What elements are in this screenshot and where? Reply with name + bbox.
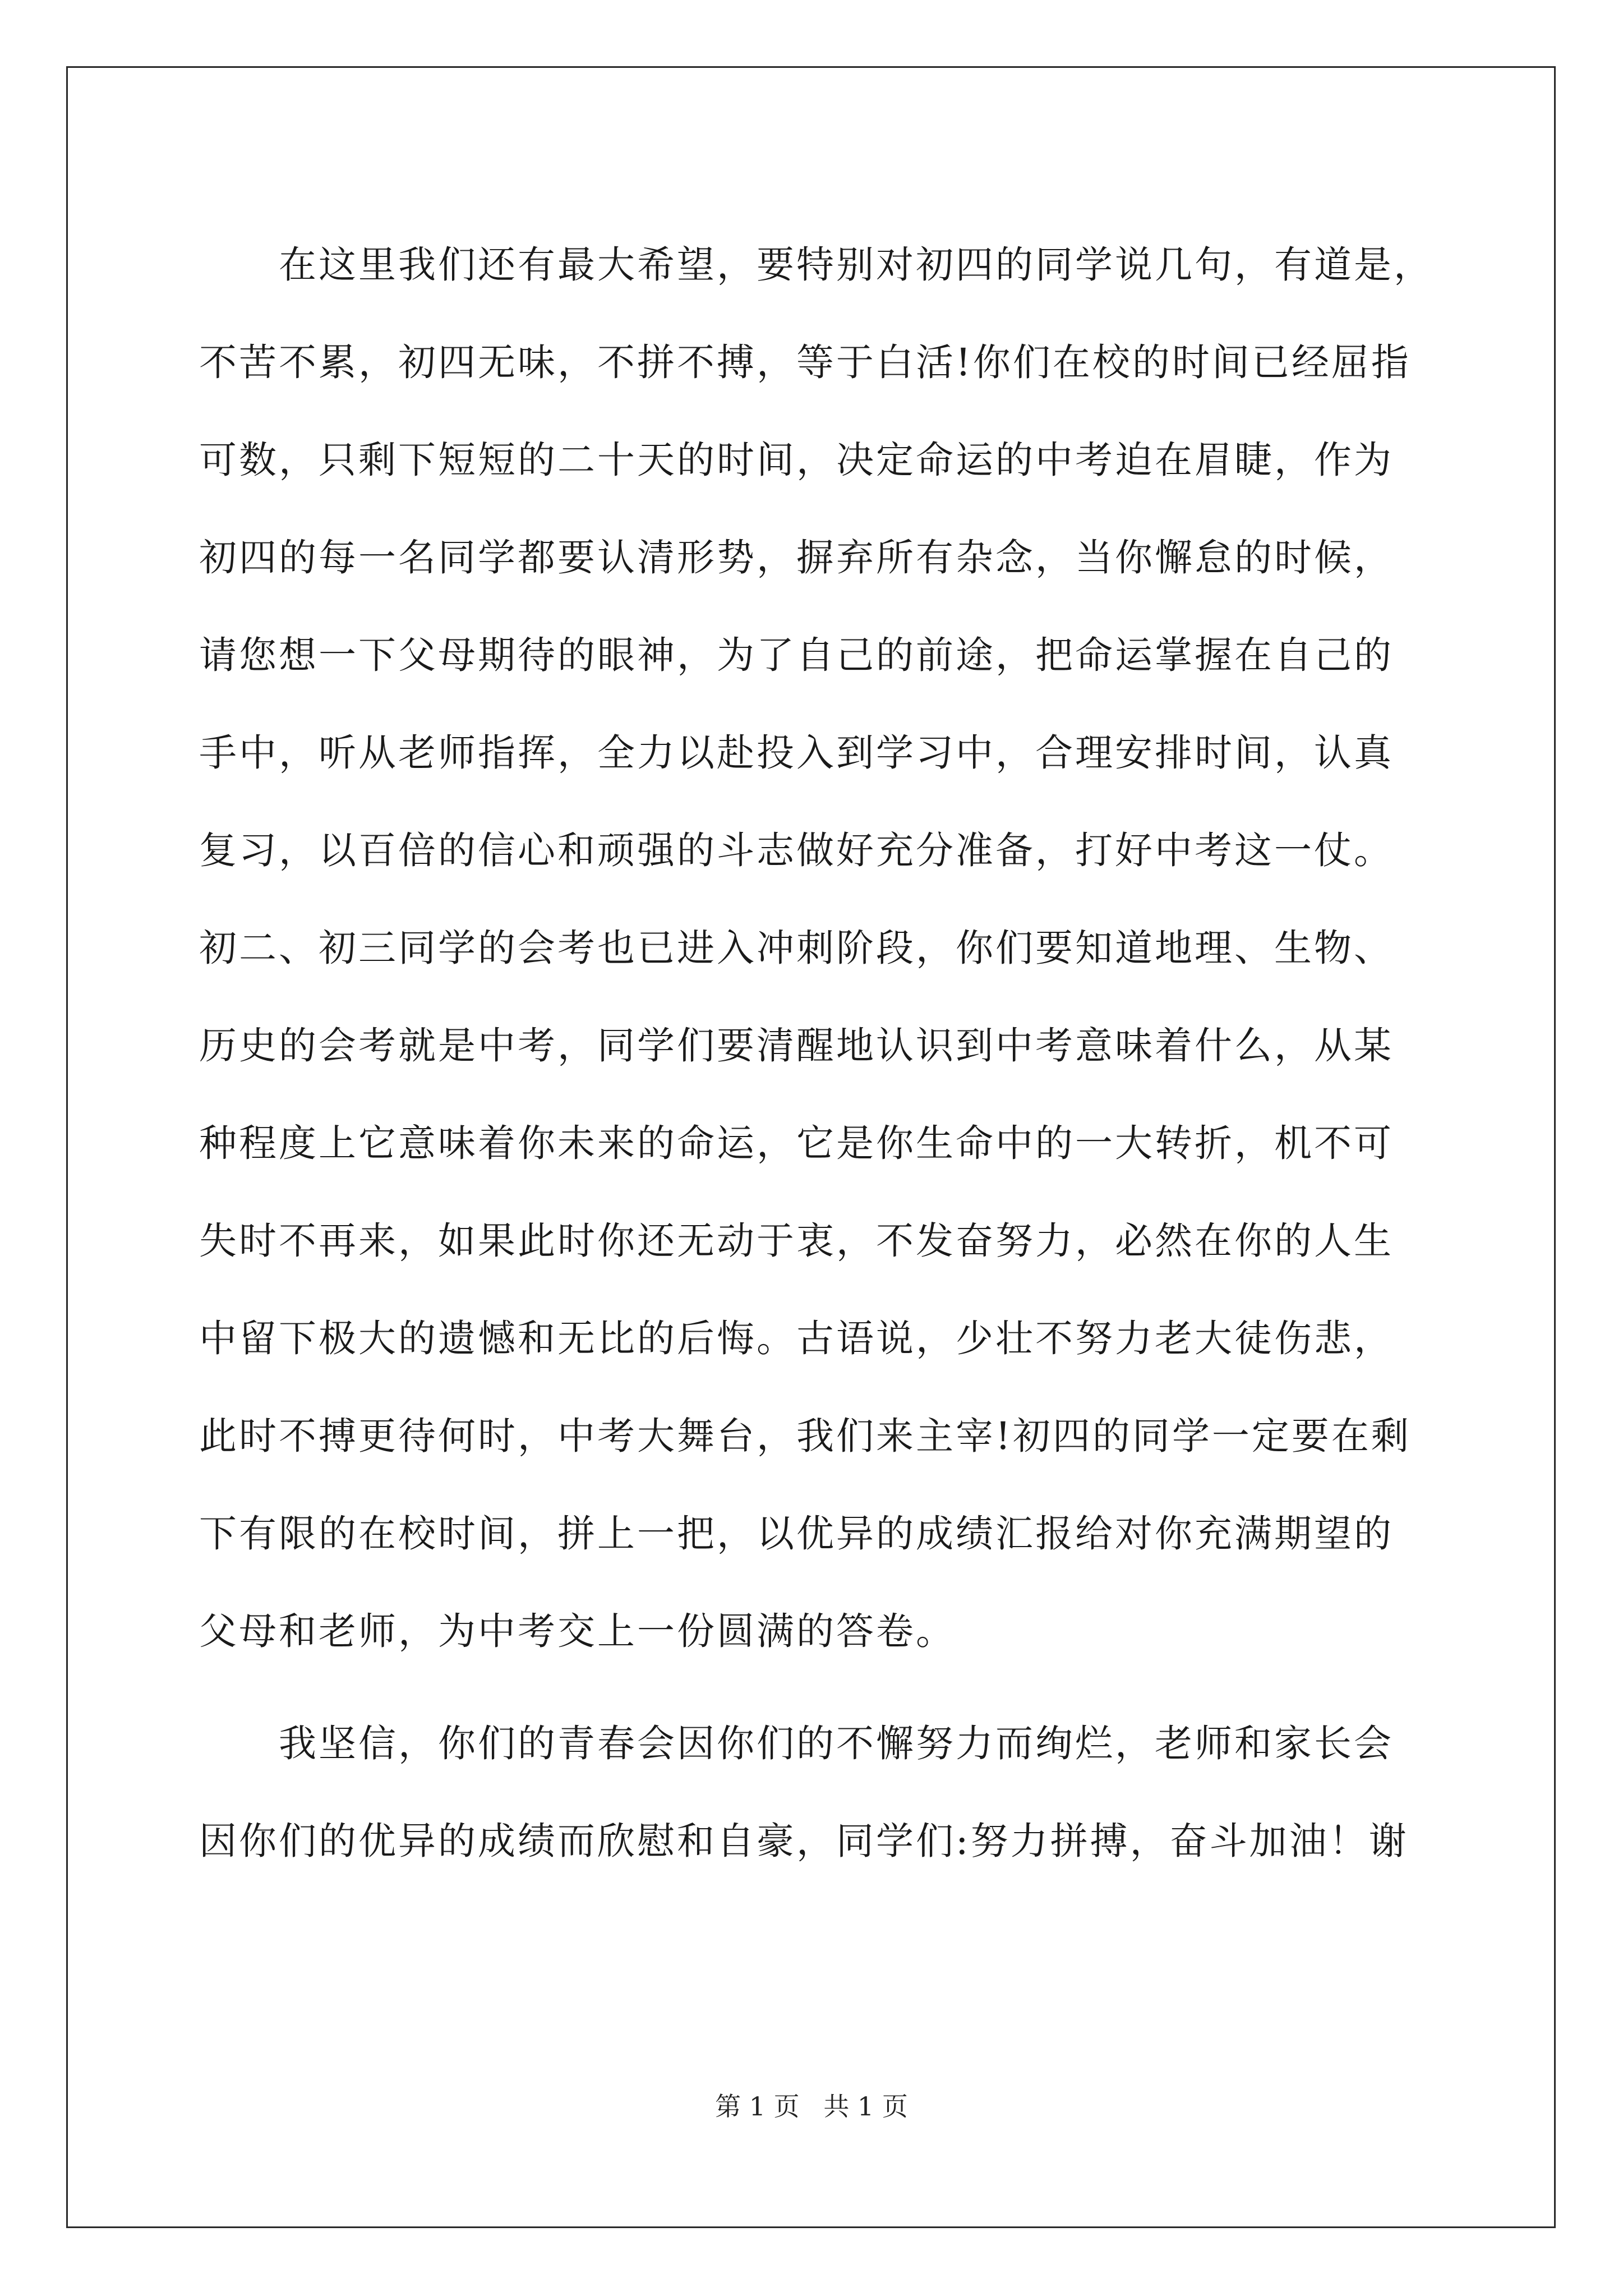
text-line: 初四的每一名同学都要认清形势，摒弃所有杂念，当你懈怠的时候， (199, 536, 1394, 579)
text-line: 复习，以百倍的信心和顽强的斗志做好充分准备，打好中考这一仗。 (199, 829, 1394, 872)
text-line: 历史的会考就是中考，同学们要清醒地认识到中考意味着什么，从某 (199, 1024, 1394, 1068)
paragraph-spacing (199, 1680, 1422, 1695)
text-line: 我坚信，你们的青春会因你们的不懈努力而绚烂，老师和家长会 (199, 1722, 1394, 1765)
text-line: 父母和老师，为中考交上一份圆满的答卷。 (199, 1609, 956, 1653)
page-footer (0, 2090, 1623, 2123)
text-line: 手中，听从老师指挥，全力以赴投入到学习中，合理安排时间，认真 (199, 731, 1394, 775)
text-line: 在这里我们还有最大希望，要特别对初四的同学说几句，有道是， (199, 243, 1433, 287)
text-line: 请您想一下父母期待的眼神，为了自己的前途，把命运掌握在自己的 (199, 633, 1394, 677)
text-line: 初二、初三同学的会考也已进入冲刺阶段，你们要知道地理、生物、 (199, 926, 1394, 970)
text-line: 此时不搏更待何时，中考大舞台，我们来主宰!初四的同学一定要在剩 (199, 1414, 1411, 1458)
text-line: 中留下极大的遗憾和无比的后悔。古语说，少壮不努力老大徒伤悲， (199, 1317, 1394, 1360)
paragraph (199, 1695, 1422, 1890)
page-number-total: 共 1 页 (823, 2091, 908, 2122)
text-line: 不苦不累，初四无味，不拼不搏，等于白活!你们在校的时间已经屈指 (199, 341, 1411, 384)
text-line: 可数，只剩下短短的二十天的时间，决定命运的中考迫在眉睫，作为 (199, 438, 1394, 482)
page-number-current: 第 1 页 (715, 2091, 800, 2122)
document-body (199, 216, 1433, 1890)
text-line: 因你们的优异的成绩而欣慰和自豪，同学们:努力拼搏，奋斗加油！谢 (199, 1819, 1409, 1863)
text-line: 失时不再来，如果此时你还无动于衷，不发奋努力，必然在你的人生 (199, 1219, 1394, 1263)
text-line: 下有限的在校时间，拼上一把，以优异的成绩汇报给对你充满期望的 (199, 1512, 1394, 1556)
paragraph (199, 216, 1433, 1680)
text-line: 种程度上它意味着你未来的命运，它是你生命中的一大转折，机不可 (199, 1121, 1394, 1165)
